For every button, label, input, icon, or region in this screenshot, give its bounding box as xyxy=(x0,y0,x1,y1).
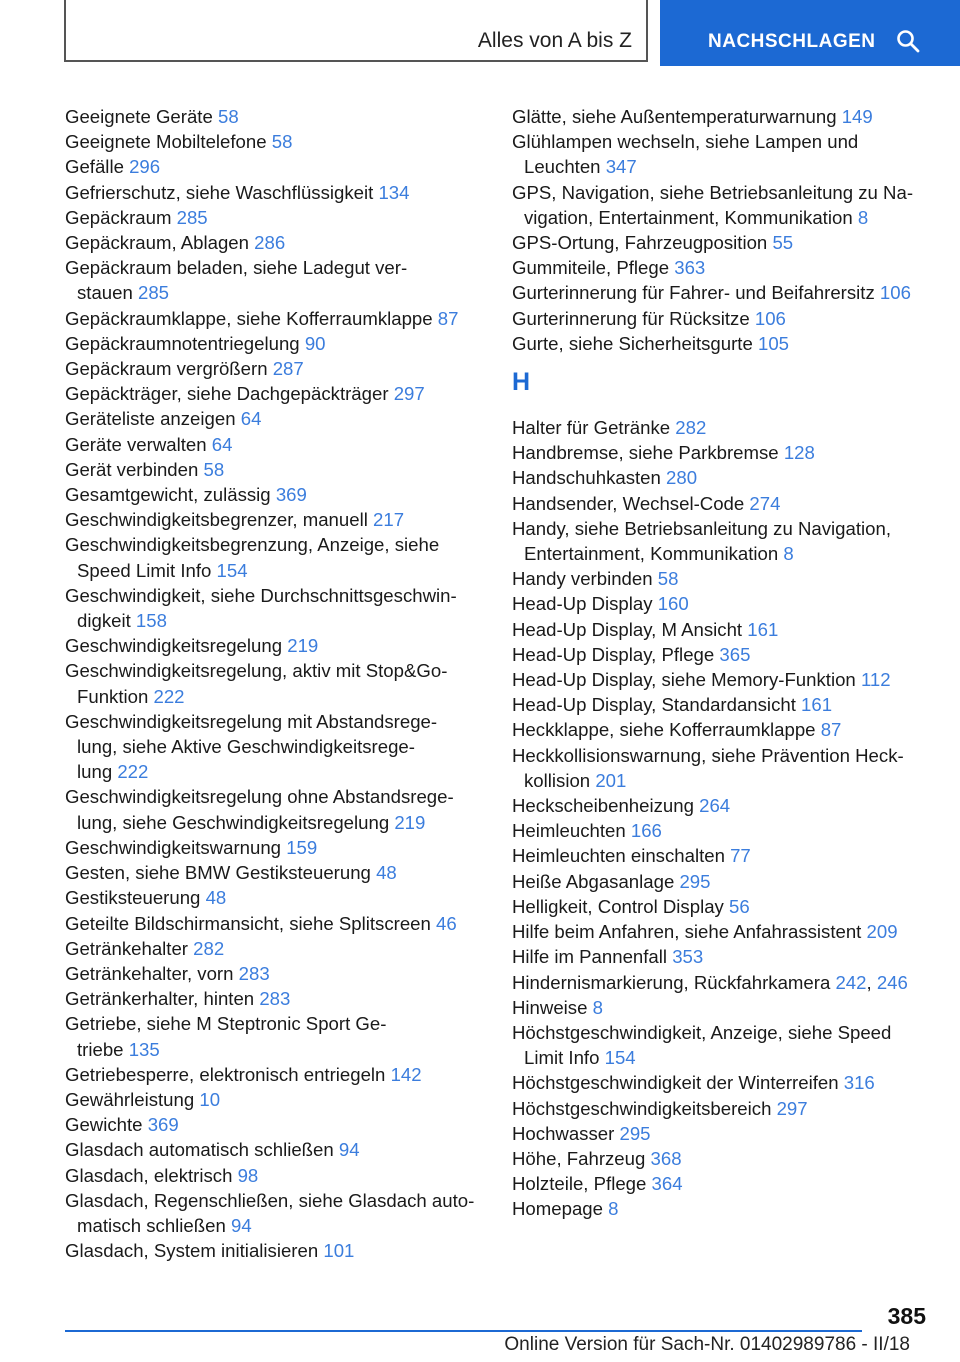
index-entry xyxy=(512,129,942,179)
page-link[interactable]: 201 xyxy=(595,769,627,791)
index-entry-text: Geschwindigkeit, siehe Durchschnittsgeschwin- xyxy=(65,584,457,606)
index-entry xyxy=(512,280,942,305)
index-entry xyxy=(65,885,485,910)
index-entry-text: Gepäckraumklappe, siehe Kofferraumklappe xyxy=(65,307,433,329)
index-entry-text: Geschwindigkeitsregelung, aktiv mit Stop&Go- xyxy=(65,660,448,682)
index-entry-text: Glätte, siehe Außentemperaturwarnung xyxy=(512,106,837,127)
index-entry xyxy=(65,381,485,406)
index-entry-text: triebe xyxy=(77,1038,124,1060)
index-entry-text: Gerät verbinden xyxy=(65,458,199,480)
index-entry-text: Glühlampen wechseln, siehe Lampen und xyxy=(512,131,859,153)
index-entry-text: Head-Up Display, siehe Memory-Funktion xyxy=(512,669,856,691)
index-entry-text: Geschwindigkeitsregelung mit Abstandsrege- xyxy=(65,710,438,732)
index-entry-text: lung, siehe Aktive Geschwindigkeitsrege- xyxy=(77,736,415,758)
index-entry xyxy=(512,995,942,1020)
page-link[interactable]: 283 xyxy=(259,988,291,1010)
index-entry-text: Halter für Getränke xyxy=(512,417,671,439)
index-entry-text: Hochwasser xyxy=(512,1122,615,1144)
index-entry-text: Heimleuchten xyxy=(512,820,626,842)
index-entry xyxy=(512,415,942,440)
index-entry xyxy=(65,230,485,255)
page-link[interactable]: 87 xyxy=(437,307,459,329)
index-entry xyxy=(65,457,485,482)
index-entry-text: Gepäckraum xyxy=(65,206,172,228)
index-entry xyxy=(512,667,942,692)
page-link[interactable]: 58 xyxy=(657,568,679,590)
index-entry-text: Gefrierschutz, siehe Waschflüssigkeit xyxy=(65,181,374,203)
page-link[interactable]: 56 xyxy=(729,895,750,917)
page-link[interactable]: 295 xyxy=(679,870,711,892)
page-link[interactable]: 287 xyxy=(272,358,304,380)
page-link[interactable]: 274 xyxy=(749,492,781,514)
index-entry-text: Handsender, Wechsel-Code xyxy=(512,492,745,514)
index-entry-text: Heckkollisionswarnung, siehe Prävention Heck- xyxy=(512,744,904,766)
page-link[interactable]: 368 xyxy=(650,1147,682,1169)
page-link[interactable]: 347 xyxy=(605,156,637,178)
page-link[interactable]: 8 xyxy=(783,543,794,565)
index-entry-text: Heckscheibenheizung xyxy=(512,795,694,817)
index-entry xyxy=(512,491,942,516)
index-entry-text: Gepäckraum, Ablagen xyxy=(65,232,249,254)
section-tab-label: Alles von A bis Z xyxy=(477,29,632,52)
index-entry xyxy=(65,1087,485,1112)
index-entry xyxy=(512,1096,942,1121)
page-link[interactable]: 77 xyxy=(730,845,751,867)
index-entry-text: Glasdach, elektrisch xyxy=(65,1164,233,1186)
index-entry-text: Gurterinnerung für Rücksitze xyxy=(512,307,750,329)
page-link[interactable]: 149 xyxy=(841,106,873,127)
index-entry xyxy=(512,793,942,818)
index-entry-text: Glasdach automatisch schließen xyxy=(65,1139,334,1161)
index-entry-text: Limit Info xyxy=(524,1047,600,1069)
page-link[interactable]: 297 xyxy=(393,383,425,405)
index-entry xyxy=(512,331,942,356)
page-link[interactable]: 101 xyxy=(323,1240,355,1262)
index-entry-text: lung xyxy=(77,761,113,783)
index-entry-text: Geräteliste anzeigen xyxy=(65,408,236,430)
page-link[interactable]: 160 xyxy=(657,593,689,615)
index-entry xyxy=(512,104,942,129)
index-entry-text: lung, siehe Geschwindigkeitsregelung xyxy=(77,811,390,833)
page-link[interactable]: 364 xyxy=(651,1173,683,1195)
index-entry xyxy=(65,406,485,431)
index-entry xyxy=(512,818,942,843)
page-link[interactable]: 365 xyxy=(719,643,751,665)
index-entry-text: Hilfe beim Anfahren, siehe Anfahrassistent xyxy=(512,921,862,943)
index-entry xyxy=(65,1011,485,1061)
index-entry-text: Geschwindigkeitsregelung xyxy=(65,635,283,657)
page-link[interactable]: 363 xyxy=(674,257,706,279)
index-entry-text: Heiße Abgasanlage xyxy=(512,870,675,892)
page-link[interactable]: 285 xyxy=(138,282,170,304)
index-entry xyxy=(512,894,942,919)
page-link[interactable]: 369 xyxy=(147,1114,179,1136)
index-entry-text: matisch schließen xyxy=(77,1214,226,1236)
page-link[interactable]: 219 xyxy=(394,811,426,833)
index-entry xyxy=(65,104,485,129)
page-link[interactable]: 219 xyxy=(287,635,319,657)
index-entry xyxy=(65,1112,485,1137)
index-entry xyxy=(512,516,942,566)
index-entry xyxy=(512,717,942,742)
index-entry-text: Heimleuchten einschalten xyxy=(512,845,725,867)
index-entry-text: Höchstgeschwindigkeit, Anzeige, siehe Speed xyxy=(512,1021,892,1043)
page-link[interactable]: 94 xyxy=(230,1214,252,1236)
index-entry-text: Geschwindigkeitswarnung xyxy=(65,836,282,858)
index-entry xyxy=(512,1196,942,1221)
page-link[interactable]: 58 xyxy=(218,106,239,127)
index-entry xyxy=(65,306,485,331)
index-entry-text: Holzteile, Pflege xyxy=(512,1173,647,1195)
page-link[interactable]: 369 xyxy=(275,484,307,506)
page-link[interactable]: 48 xyxy=(376,862,397,884)
index-entry xyxy=(512,692,942,717)
index-entry xyxy=(512,743,942,793)
page-link[interactable]: 58 xyxy=(203,458,225,480)
page-link[interactable]: 159 xyxy=(286,836,318,858)
nav-tab-nachschlagen[interactable] xyxy=(660,0,960,66)
search-icon[interactable] xyxy=(896,29,920,53)
page-link[interactable]: 90 xyxy=(304,332,326,354)
index-entry xyxy=(512,1171,942,1196)
index-entry xyxy=(512,1121,942,1146)
index-entry xyxy=(65,507,485,532)
index-entry xyxy=(65,1188,485,1238)
index-entry-text: Heckklappe, siehe Kofferraumklappe xyxy=(512,719,816,741)
page-link[interactable]: 282 xyxy=(675,417,707,439)
index-entry xyxy=(65,532,485,582)
index-entry xyxy=(512,1070,942,1095)
section-tab[interactable] xyxy=(64,0,648,62)
page-link[interactable]: 296 xyxy=(129,156,161,178)
index-entry-text: Getränkerhalter, hinten xyxy=(65,988,255,1010)
index-entry-text: Head-Up Display, Standardansicht xyxy=(512,694,796,716)
page-link[interactable]: 280 xyxy=(666,467,698,489)
page-link[interactable]: 135 xyxy=(128,1038,160,1060)
index-entry-text: Handbremse, siehe Parkbremse xyxy=(512,442,779,464)
page-link[interactable]: 295 xyxy=(619,1122,651,1144)
index-entry xyxy=(512,566,942,591)
footer-text: Online Version für Sach-Nr. 01402989786 - II/18 xyxy=(504,1334,910,1355)
page-link[interactable]: 246 xyxy=(876,971,908,993)
index-entry-text: Getriebe, siehe M Steptronic Sport Ge- xyxy=(65,1013,387,1035)
index-entry-text: Gepäckraum vergrößern xyxy=(65,358,268,380)
index-entry xyxy=(65,986,485,1011)
index-entry xyxy=(65,835,485,860)
index-entry xyxy=(65,482,485,507)
index-entry-text: Funktion xyxy=(77,685,149,707)
index-entry xyxy=(65,331,485,356)
page-number: 385 xyxy=(887,1303,926,1329)
footer-rule xyxy=(65,1330,862,1332)
index-entry-text: vigation, Entertainment, Kommunikation xyxy=(524,206,853,228)
index-entry-text: Geschwindigkeitsbegrenzer, manuell xyxy=(65,509,368,531)
index-entry xyxy=(65,205,485,230)
index-entry xyxy=(512,843,942,868)
index-entry xyxy=(512,306,942,331)
page-link[interactable]: 87 xyxy=(820,719,842,741)
index-entry xyxy=(512,642,942,667)
index-entry xyxy=(65,709,485,785)
index-entry-text: Gurterinnerung für Fahrer- und Beifahrersitz xyxy=(512,282,875,304)
index-entry-text: Hinweise xyxy=(512,996,588,1018)
page-link[interactable]: 285 xyxy=(176,206,208,228)
index-entry xyxy=(65,1238,485,1263)
index-entry-text: Höchstgeschwindigkeit der Winterreifen xyxy=(512,1072,839,1094)
index-entry-text: Gewährleistung xyxy=(65,1088,195,1110)
index-entry xyxy=(512,617,942,642)
page-link[interactable]: 222 xyxy=(153,685,185,707)
index-entry xyxy=(65,1062,485,1087)
index-group-h xyxy=(512,415,942,1222)
index-entry-text: kollision xyxy=(524,769,591,791)
page-link[interactable]: 217 xyxy=(373,509,405,531)
index-entry xyxy=(65,633,485,658)
index-entry-text: Helligkeit, Control Display xyxy=(512,895,724,917)
index-entry xyxy=(65,911,485,936)
index-entry-text: Getriebesperre, elektronisch entriegeln xyxy=(65,1063,386,1085)
index-entry-text: Höhe, Fahrzeug xyxy=(512,1147,646,1169)
page-link[interactable]: 282 xyxy=(193,937,225,959)
index-entry xyxy=(65,860,485,885)
page-link[interactable]: 222 xyxy=(117,761,149,783)
index-entry-text: Handy, siehe Betriebsanleitung zu Navigation, xyxy=(512,517,891,539)
index-entry-text: Geteilte Bildschirmansicht, siehe Splitscreen xyxy=(65,912,431,934)
page-link[interactable]: 64 xyxy=(211,433,233,455)
page-link[interactable]: 8 xyxy=(857,206,869,228)
page-link[interactable]: 316 xyxy=(843,1072,875,1094)
index-entry-text: Homepage xyxy=(512,1198,603,1220)
page-link[interactable]: 154 xyxy=(216,559,248,581)
page-link[interactable]: 106 xyxy=(754,307,786,329)
page-link[interactable]: 46 xyxy=(436,912,457,934)
page-link[interactable]: 8 xyxy=(608,1198,619,1220)
page-link[interactable]: 105 xyxy=(757,332,790,354)
page-link[interactable]: 106 xyxy=(879,282,911,304)
page-link[interactable]: 10 xyxy=(199,1088,221,1110)
page-link[interactable]: 242 xyxy=(835,971,867,993)
index-entry-text: Getränkehalter, vorn xyxy=(65,962,234,984)
index-entry-text: Geräte verwalten xyxy=(65,433,207,455)
index-entry-text: Handschuhkasten xyxy=(512,467,661,489)
index-entry xyxy=(65,936,485,961)
page-link[interactable]: 142 xyxy=(390,1063,422,1085)
page-link[interactable]: 158 xyxy=(135,610,167,632)
index-entry-text: Gepäckraum beladen, siehe Ladegut ver- xyxy=(65,257,408,279)
index-entry xyxy=(65,961,485,986)
index-entry-text: Gestiksteuerung xyxy=(65,887,201,909)
index-entry-text: Gewichte xyxy=(65,1114,143,1136)
index-entry xyxy=(512,591,942,616)
index-entry xyxy=(512,869,942,894)
index-entry-text: Entertainment, Kommunikation xyxy=(524,543,779,565)
index-entry-text: Gesten, siehe BMW Gestiksteuerung xyxy=(65,862,371,884)
page-link[interactable]: 161 xyxy=(747,618,779,640)
index-entry-text: Head-Up Display, Pflege xyxy=(512,643,715,665)
index-entry xyxy=(512,1146,942,1171)
index-entry-text: Head-Up Display, M Ansicht xyxy=(512,618,743,640)
page-link[interactable]: 55 xyxy=(772,232,794,254)
index-entry-text: Glasdach, System initialisieren xyxy=(65,1240,319,1262)
index-entry: Hindernismarkierung, Rückfahrkamera 242, 246 xyxy=(512,971,908,993)
page-link[interactable]: 128 xyxy=(783,442,815,464)
index-entry-text: Getränkehalter xyxy=(65,937,188,959)
index-entry-text: Gesamtgewicht, zulässig xyxy=(65,484,271,506)
index-entry-text: Höchstgeschwindigkeitsbereich xyxy=(512,1097,772,1119)
index-entry xyxy=(65,180,485,205)
index-entry-text: Gepäckraumnotentriegelung xyxy=(65,332,300,354)
index-entry-text: Speed Limit Info xyxy=(77,559,212,581)
index-entry xyxy=(65,255,485,305)
page-link[interactable]: 161 xyxy=(801,694,833,716)
index-entry-text: Gepäckträger, siehe Dachgepäckträger xyxy=(65,383,389,405)
index-entry xyxy=(65,1163,485,1188)
index-entry-text: Geschwindigkeitsbegrenzung, Anzeige, siehe xyxy=(65,534,440,556)
index-entry-text: GPS-Ortung, Fahrzeugposition xyxy=(512,232,768,254)
index-entry-text: GPS, Navigation, siehe Betriebsanleitung zu Na- xyxy=(512,181,914,203)
index-entry xyxy=(65,432,485,457)
index-entry xyxy=(512,465,942,490)
index-entry-text: Head-Up Display xyxy=(512,593,653,615)
index-entry-text: Geeignete Geräte xyxy=(65,106,213,127)
index-entry-text: digkeit xyxy=(77,610,131,632)
page-link[interactable]: 209 xyxy=(866,921,898,943)
page-link[interactable]: 264 xyxy=(699,795,731,817)
page-link[interactable]: 134 xyxy=(378,181,410,203)
section-letter-heading: H xyxy=(512,368,531,397)
nav-tab-label: NACHSCHLAGEN xyxy=(708,31,876,52)
page-link[interactable]: 297 xyxy=(776,1097,808,1119)
index-entry xyxy=(65,356,485,381)
index-entry-text: Handy verbinden xyxy=(512,568,653,590)
page-link[interactable]: 353 xyxy=(672,946,704,968)
index-entry xyxy=(65,658,485,708)
index-entry-text: Glasdach, Regenschließen, siehe Glasdach auto- xyxy=(65,1189,475,1211)
index-entry-text: Geeignete Mobiltelefone xyxy=(65,131,267,153)
page-link[interactable]: 48 xyxy=(205,887,227,909)
index-entry xyxy=(512,255,942,280)
index-entry-text: Hindernismarkierung, Rückfahrkamera xyxy=(512,971,831,993)
page-link[interactable]: 58 xyxy=(271,131,293,153)
index-entry xyxy=(512,440,942,465)
index-entry-text: Hilfe im Pannenfall xyxy=(512,946,668,968)
index-entry xyxy=(65,784,485,834)
page-link[interactable]: 166 xyxy=(630,820,662,842)
index-entry-text: Leuchten xyxy=(524,156,601,178)
page-link[interactable]: 283 xyxy=(238,962,270,984)
index-entry-text: Gefälle xyxy=(65,156,124,178)
index-entry xyxy=(512,180,942,230)
index-group-g xyxy=(512,104,942,356)
index-entry xyxy=(65,583,485,633)
index-entry-text: Gummiteile, Pflege xyxy=(512,257,670,279)
header-bar xyxy=(0,0,960,66)
page-link[interactable]: 154 xyxy=(604,1047,636,1069)
index-entry-text: Geschwindigkeitsregelung ohne Abstandsrege- xyxy=(65,786,454,808)
index-entry xyxy=(512,230,942,255)
page-link[interactable]: 8 xyxy=(592,996,603,1018)
index-entry xyxy=(512,919,942,944)
page-link[interactable]: 112 xyxy=(860,669,891,691)
page-link[interactable]: 94 xyxy=(338,1139,360,1161)
index-entry xyxy=(512,944,942,969)
index-column-right xyxy=(512,104,942,1222)
index-entry-text: stauen xyxy=(77,282,133,304)
index-entry xyxy=(65,154,485,179)
page-link[interactable]: 286 xyxy=(254,232,286,254)
index-entry xyxy=(512,1020,942,1070)
index-entry xyxy=(65,129,485,154)
page-link[interactable]: 64 xyxy=(240,408,262,430)
index-entry xyxy=(65,1137,485,1162)
page-link[interactable]: 98 xyxy=(237,1164,259,1186)
index-column-left xyxy=(65,104,485,1263)
index-entry-text: Gurte, siehe Sicherheitsgurte xyxy=(512,332,753,354)
